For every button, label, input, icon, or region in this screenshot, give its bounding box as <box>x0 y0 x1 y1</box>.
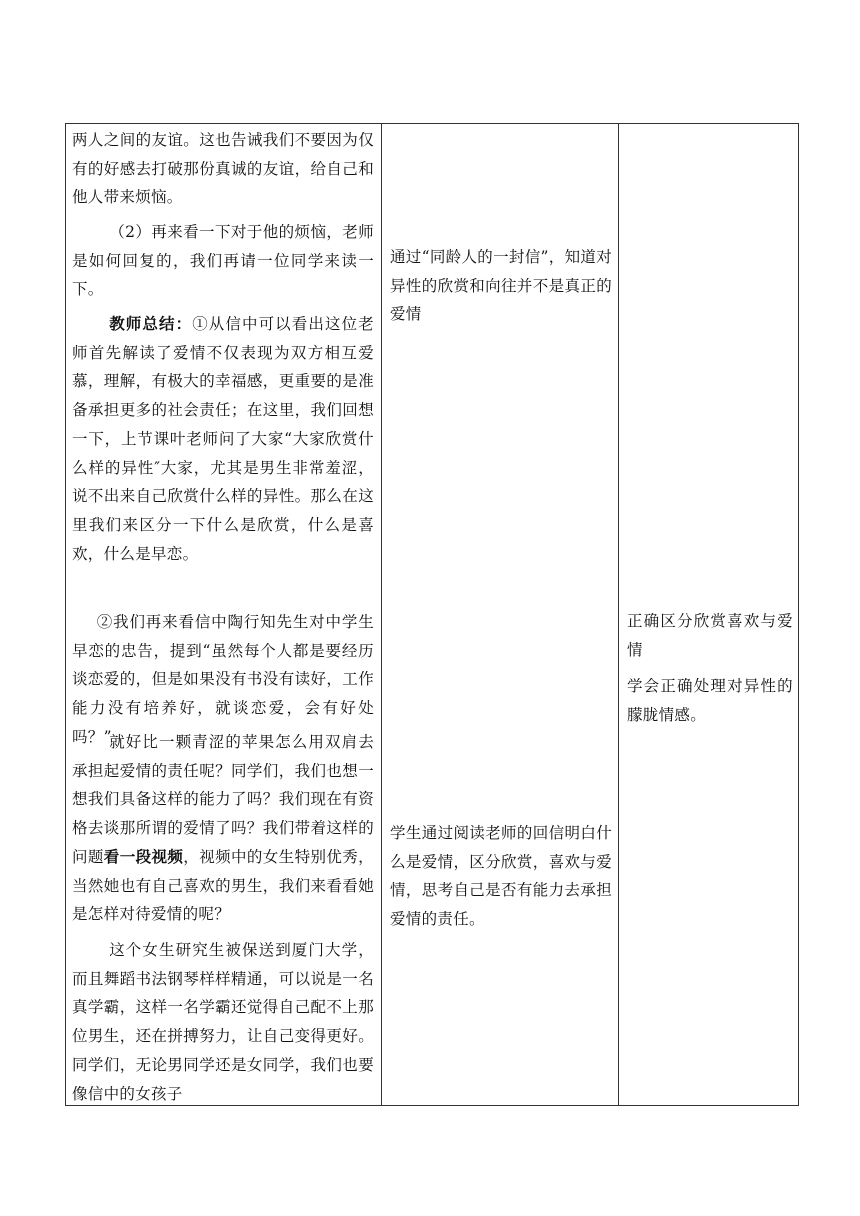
paragraph-teacher-reply: （2）再来看一下对于他的烦恼，老师是如何回复的，我们再请一位同学来读一下。 <box>72 223 374 299</box>
teacher-summary-label: 教师总结： <box>109 314 193 333</box>
paragraph-friendship-warning: 两人之间的友谊。这也告诫我们不要因为仅有的好感去打破那份真诚的友谊，给自己和他人带来烦恼。 <box>72 131 374 207</box>
video-intro-text-after: ，视频中的女生特别优秀，当然她也有自己喜欢的男生，我们来看看她是怎样对待爱情的呢？ <box>72 847 374 924</box>
video-intro-text-before: 就好比一颗青涩的苹果怎么用双肩去承担起爱情的责任呢？同学们，我们也想一想我们具备这样的能力了吗？我们现在有资格去谈那所谓的爱情了吗？我们带着这样的问题 <box>72 733 374 866</box>
paragraph-reading-reply: 学生通过阅读老师的回信明白什么是爱情，区分欣赏，喜欢与爱情，思考自己是否有能力去承担爱情的责任。 <box>390 824 612 929</box>
paragraph-teacher-summary <box>72 310 374 568</box>
goal-cell <box>619 124 799 1106</box>
table-row <box>66 124 799 1106</box>
paragraph-goal-distinguish: 正确区分欣赏喜欢与爱情 <box>627 612 793 659</box>
design-intent-cell <box>382 124 619 1106</box>
teaching-process-cell <box>66 124 382 1106</box>
paragraph-goal-handle-feelings: 学会正确处理对异性的朦胧情感。 <box>627 677 793 724</box>
paragraph-video-intro <box>72 728 374 929</box>
paragraph-letter-purpose: 通过“同龄人的一封信”，知道对异性的欣赏和向往并不是真正的爱情 <box>390 248 612 324</box>
paragraph-tao-xingzhi-advice: ②我们再来看信中陶行知先生对中学生早恋的忠告，提到“虽然每个人都是要经历谈恋爱的，但是如果没有书没有读好，工作能力没有培养好，就谈恋爱，会有好处吗？” <box>72 613 374 746</box>
teacher-summary-text: ①从信中可以看出这位老师首先解读了爱情不仅表现为双方相互爱慕，理解，有极大的幸福感，更重要的是准备承担更多的社会责任；在这里，我们回想一下，上节课叶老师问了大家“大家欣赏什么样的异性″大家，尤其是男生非常羞涩，说不出来自己欣赏什么样的异性。那么在这里我们来区分一下什么是欣赏，什么是喜欢，什么是早恋。 <box>72 315 374 563</box>
video-intro-bold: 看一段视频 <box>103 846 184 866</box>
lesson-plan-table <box>65 123 799 1106</box>
paragraph-student-example: 这个女生研究生被保送到厦门大学，而且舞蹈书法钢琴样样精通，可以说是一名真学霸，这样一名学霸还觉得自己配不上那位男生，还在拼搏努力，让自己变得更好。同学们，无论男同学还是女同学，我们也要像信中的女孩子 <box>72 941 374 1103</box>
